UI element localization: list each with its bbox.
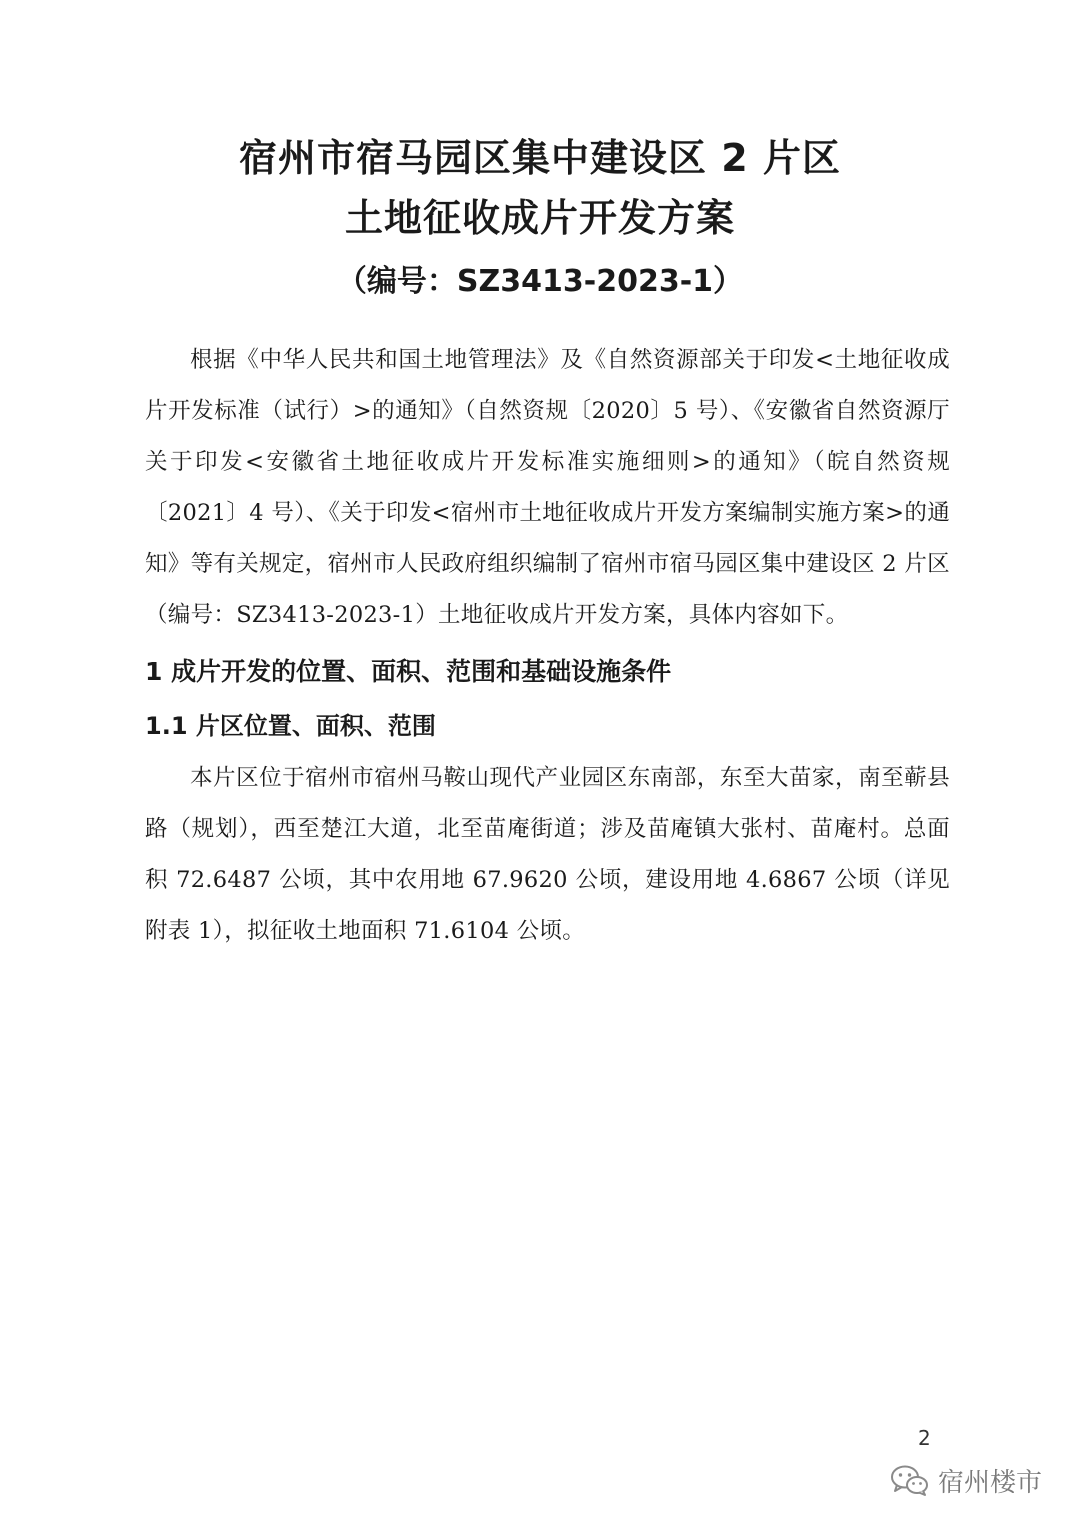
title-block <box>0 128 1080 310</box>
section-1-heading: 1 成片开发的位置、面积、范围和基础设施条件 <box>145 657 672 686</box>
title-line-2: 土地征收成片开发方案 <box>344 196 735 240</box>
intro-paragraph: 根据《中华人民共和国土地管理法》及《自然资源部关于印发<土地征收成片开发标准（试行）>的通知》（自然资规〔2020〕5 号）、《安徽省自然资源厅关于印发<安徽省土地征收成片开发标准实施细则>的通知》（皖自然资规〔2021〕4 号）、《关于印发<宿州市土地征收成片开发方案编制实施方案>的通知》等有关规定，宿州市人民政府组织编制了宿州市宿马园区集中建设区 2 片区（编号：SZ3413-2023-1）土地征收成片开发方案，具体内容如下。 <box>145 347 950 628</box>
document-code: （编号：SZ3413-2023-1） <box>336 264 744 299</box>
watermark <box>890 1462 1042 1499</box>
section-1-1-heading: 1.1 片区位置、面积、范围 <box>145 712 436 740</box>
section-1-1-paragraph: 本片区位于宿州市宿州马鞍山现代产业园区东南部，东至大苗家，南至蕲县路（规划），西至楚江大道，北至苗庵街道；涉及苗庵镇大张村、苗庵村。总面积 72.6487 公顷，其中农用地 67.9620 公顷，建设用地 4.6867 公顷（详见附表 1），拟征收土地面积 71.6104 公顷。 <box>145 765 950 944</box>
watermark-text: 宿州楼市 <box>938 1468 1043 1498</box>
document-body <box>145 335 950 957</box>
page-number: 2 <box>918 1426 931 1450</box>
title-line-1: 宿州市宿马园区集中建设区 2 片区 <box>239 136 841 180</box>
wechat-icon <box>890 1464 930 1498</box>
